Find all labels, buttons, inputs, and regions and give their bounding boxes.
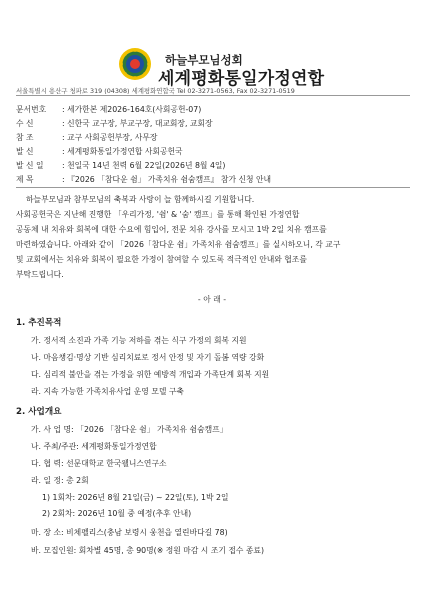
section-1-item: 다. 심리적 불안을 겪는 가정을 위한 예방적 개입과 가족단계 회복 지원 xyxy=(31,370,270,379)
intro-paragraph xyxy=(16,192,408,282)
recipient-value: : 신한국 교구장, 부교구장, 대교회장, 교회장 xyxy=(62,119,213,128)
organization-name: 세계평화통일가정연합 xyxy=(158,69,325,89)
reference-value: : 교구 사회공헌부장, 사무장 xyxy=(62,133,158,142)
date-label: 발 신 일 xyxy=(16,161,44,170)
recipient-label: 수 신 xyxy=(16,119,34,128)
organization-logo-icon xyxy=(118,47,152,81)
divider-title: - 아 래 - xyxy=(197,295,227,304)
document-number-line xyxy=(16,104,201,115)
section-1-item: 라. 지속 가능한 가족치유사업 운영 모델 구축 xyxy=(31,387,184,396)
intro-line: 부탁드립니다. xyxy=(16,270,64,279)
organization-subtitle: 하늘부모님성회 xyxy=(165,53,243,67)
section-2-item: 바. 모집인원: 회차별 45명, 총 90명(※ 정원 마감 시 조기 접수 종료) xyxy=(31,546,265,555)
schedule-item: 2) 2회차: 2026년 10월 중 예정(추후 안내) xyxy=(42,509,192,518)
intro-line: 하늘부모님과 참부모님의 축복과 사랑이 늘 함께하시길 기원합니다. xyxy=(26,195,255,204)
organization-address: 서울특별시 용산구 청파로 319 (04308) 세계평화연합국 Tel 02-3271-0563, Fax 02-3271-0519 xyxy=(16,87,295,95)
intro-line: 사회공헌국은 지난해 진행한 「우리가정, '쉼' & '숨' 캠프」를 통해 확인된 가정연합 xyxy=(16,210,300,219)
section-1-item: 가. 정서적 소진과 가족 기능 저하를 겪는 식구 가정의 회복 지원 xyxy=(31,336,247,345)
memo-divider xyxy=(16,187,410,188)
intro-line: 및 교회에서는 치유와 회복이 필요한 가정이 참여할 수 있도록 적극적인 안내와 협조를 xyxy=(16,255,307,264)
section-2-title: 2. 사업개요 xyxy=(16,407,62,417)
header-divider xyxy=(16,95,410,96)
section-2-item: 마. 장 소: 비체펠리스(충남 보령시 웅천읍 열린바다길 78) xyxy=(31,528,228,537)
section-1-item: 나. 마음챙김·명상 기반 심리치료로 정서 안정 및 자기 돌봄 역량 강화 xyxy=(31,353,265,362)
section-2-item: 다. 협 력: 선문대학교 한국웰니스연구소 xyxy=(31,459,167,468)
subject-line xyxy=(16,174,271,185)
section-2-item: 라. 일 정: 총 2회 xyxy=(31,476,89,485)
reference-line xyxy=(16,132,157,143)
sender-label: 발 신 xyxy=(16,147,34,156)
document-number-label: 문서번호 xyxy=(16,105,47,114)
section-2-item: 가. 사 업 명: 「2026 「참다운 쉼」 가족치유 쉼숨캠프」 xyxy=(31,425,228,434)
subject-value: : 『2026 「참다운 쉼」 가족치유 쉼숨캠프』 참가 신청 안내 xyxy=(62,175,272,184)
date-line xyxy=(16,160,225,171)
section-1-title: 1. 추진목적 xyxy=(16,318,62,328)
intro-line: 마련하였습니다. 아래와 같이 「2026「참다운 쉼」가족치유 쉼숨캠프」를 실시하오니, 각 교구 xyxy=(16,240,341,249)
intro-line: 공동체 내 치유와 회복에 대한 수요에 힘입어, 전문 치유 강사를 모시고 1박 2일 치유 캠프를 xyxy=(16,225,327,234)
recipient-line xyxy=(16,118,213,129)
subject-label: 제 목 xyxy=(16,175,34,184)
document-number-value: : 세가한본 제2026-164호(사회공헌-07) xyxy=(62,105,202,114)
section-2-item: 나. 주최/주관: 세계평화통일가정연합 xyxy=(31,442,157,451)
sender-line xyxy=(16,146,183,157)
reference-label: 참 조 xyxy=(16,133,34,142)
schedule-item: 1) 1회차: 2026년 8월 21일(금) ~ 22일(토), 1박 2일 xyxy=(42,493,229,502)
date-value: : 천일국 14년 천력 6월 22일(2026년 8월 4일) xyxy=(62,161,226,170)
sender-value: : 세계평화통일가정연합 사회공헌국 xyxy=(62,147,183,156)
